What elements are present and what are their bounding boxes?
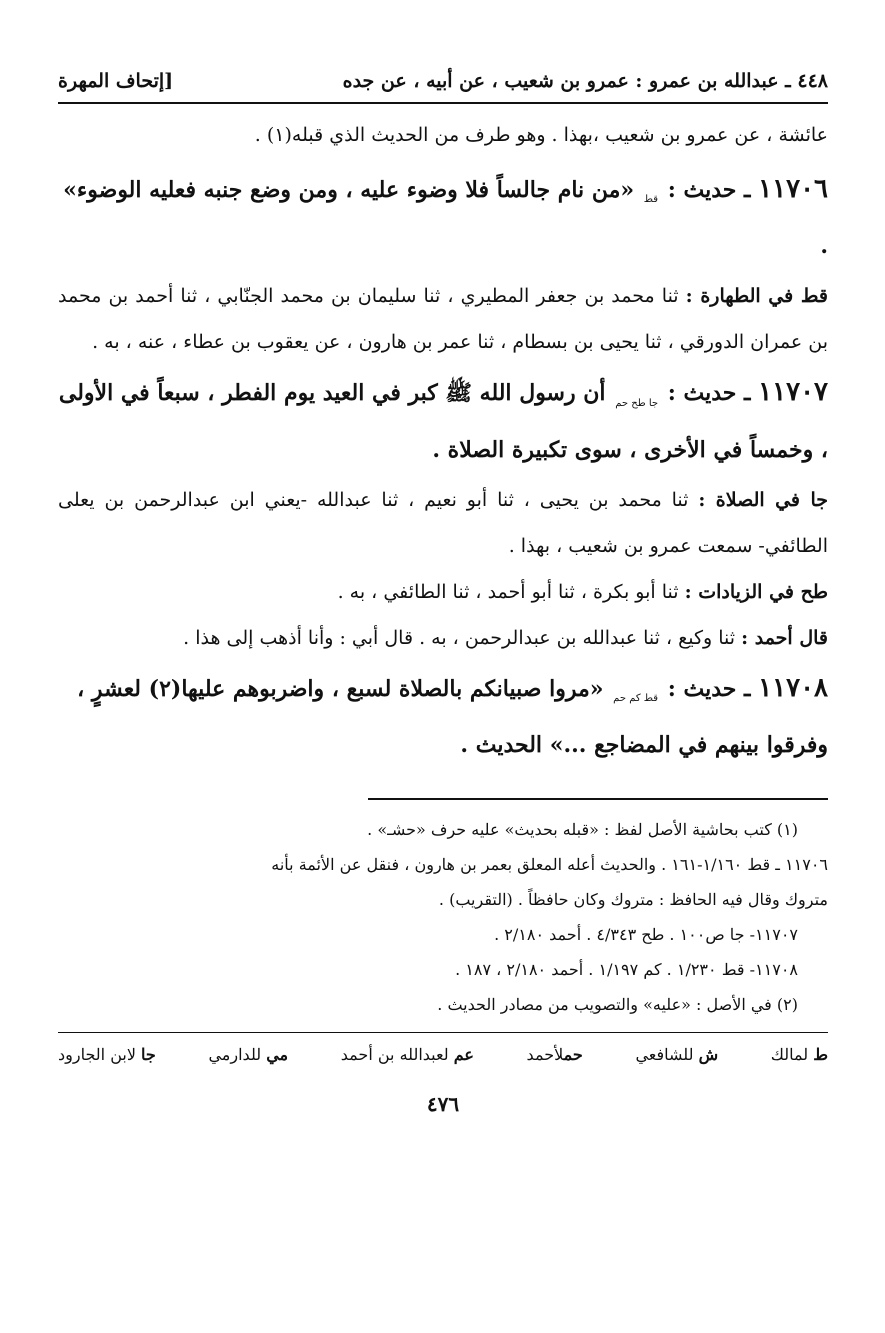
abbreviation-item: مي للدارمي (208, 1045, 289, 1065)
abbreviation-item: عم لعبدالله بن أحمد (340, 1045, 474, 1065)
intro-paragraph: عائشة ، عن عمرو بن شعيب ،بهذا . وهو طرف من الحديث الذي قبله(١) . (254, 124, 828, 146)
header-book: [إتحاف المهرة (58, 70, 174, 92)
header-title: ٤٤٨ ـ عبدالله بن عمرو : عمرو بن شعيب ، عن أبيه ، عن جده (342, 70, 828, 92)
hadith-11707 (58, 369, 828, 472)
source-text: ثنا محمد بن جعفر المطيري ، ثنا سليمان بن محمد الجنّابي ، ثنا أحمد بن محمد بن عمران الدورقي ، ثنا يحيى بن بسطام ، ثنا عمر بن هارون ، عن يعقوب بن عطاء ، عنه ، به . (58, 285, 828, 354)
hadith-number: ١١٧٠٦ (758, 174, 828, 204)
source-paragraph (58, 273, 828, 365)
source-paragraph (58, 615, 828, 661)
footnote: متروك وقال فيه الحافظ : متروك وكان حافظاً . (التقريب) . (438, 890, 828, 910)
footnote: ١١٧٠٨- قط ١/٢٣٠ . كم ١/١٩٧ . أحمد ٢/١٨٠ ، ١٨٧ . (455, 960, 798, 980)
footnote: ١١٧٠٧- جا ص١٠٠ . طح ٤/٣٤٣ . أحمد ٢/١٨٠ . (494, 925, 798, 945)
footnote: (٢) في الأصل : «عليه» والتصويب من مصادر الحديث . (437, 995, 798, 1015)
abbreviation-item: جا لابن الجارود (58, 1045, 156, 1065)
hadith-number: ١١٧٠٧ (758, 377, 828, 408)
hadith-11708 (58, 665, 828, 768)
source-text: ثنا أبو بكرة ، ثنا أبو أحمد ، ثنا الطائفي ، به . (337, 580, 679, 603)
abbreviation-item: ط لمالك (770, 1045, 828, 1065)
hadith-text: أن رسول الله ﷺ كبر في العيد يوم الفطر ، سبعاً في الأولى ، وخمساً في الأخرى ، سوى تكبيرة الصلاة . (58, 380, 828, 463)
hadith-label: ـ حديث : (667, 177, 751, 203)
footnote: ١١٧٠٦ ـ قط ١/١٦٠-١٦١ . والحديث أعله المعلق بعمر بن هارون ، فنقل عن الأئمة بأنه (271, 855, 828, 875)
source-text: ثنا محمد بن يحيى ، ثنا أبو نعيم ، ثنا عبدالله -يعني ابن عبدالرحمن بن يعلى الطائفي- سمعت عمرو بن شعيب ، بهذا . (58, 488, 828, 557)
footnote: (١) كتب بحاشية الأصل لفظ : «قبله بحديث» عليه حرف «حشـ» . (367, 820, 798, 840)
hadith-text: «مروا صبيانكم بالصلاة لسبع ، واضربوهم عليها(٢) لعشرٍ ، وفرقوا بينهم في المضاجع ...» الحديث . (77, 675, 828, 759)
hadith-label: ـ حديث : (667, 380, 751, 407)
source-symbols: قط (643, 194, 659, 206)
source-paragraph (58, 477, 828, 569)
source-paragraph (58, 569, 828, 615)
source-lead: طح في الزيادات : (684, 580, 828, 603)
page-number: ٤٧٦ (426, 1092, 460, 1117)
source-lead: قال أحمد : (741, 626, 828, 649)
abbreviation-key (58, 1033, 828, 1064)
document-page (58, 70, 828, 1116)
source-symbols: جا طح حم (615, 397, 659, 409)
abbreviation-item: حملأحمد (526, 1045, 583, 1065)
footnote-separator (368, 798, 828, 800)
source-lead: جا في الصلاة : (698, 488, 828, 511)
hadith-number: ١١٧٠٨ (758, 672, 828, 703)
source-symbols: قط كم حم (613, 693, 659, 705)
source-text: ثنا وكيع ، ثنا عبدالله بن عبدالرحمن ، به . قال أبي : وأنا أذهب إلى هذا . (183, 626, 736, 649)
hadith-label: ـ حديث : (667, 675, 751, 702)
running-header (58, 70, 828, 104)
footnotes (58, 812, 828, 1022)
abbreviation-item: ش للشافعي (635, 1045, 719, 1065)
hadith-text: «من نام جالساً فلا وضوء عليه ، ومن وضع جنبه فعليه الوضوء» . (63, 177, 828, 260)
hadith-11706 (58, 166, 828, 269)
source-lead: قط في الطهارة : (685, 285, 828, 308)
